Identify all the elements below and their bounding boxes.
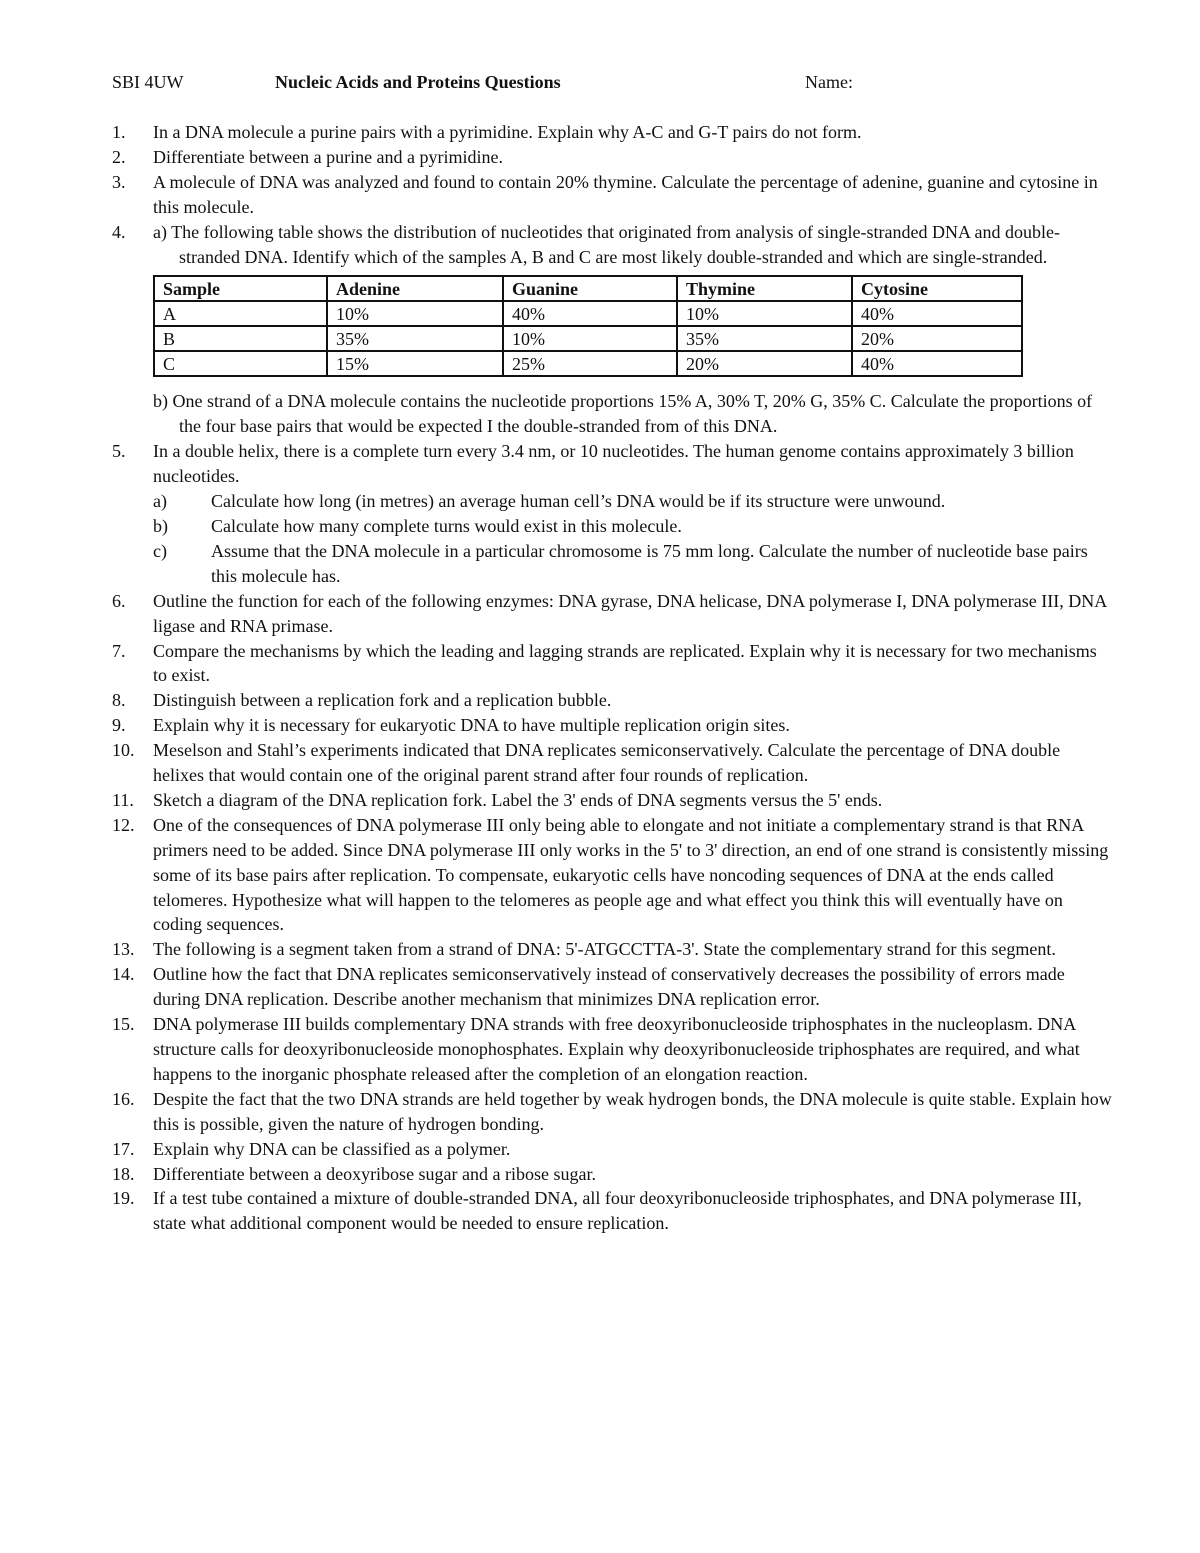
table-cell: 35%: [677, 326, 852, 351]
table-row: [154, 301, 1022, 326]
question-number: 1.: [112, 122, 126, 142]
question-number: 11.: [112, 789, 134, 810]
name-label: Name:: [805, 72, 853, 92]
question-text: Differentiate between a purine and a pyrimidine.: [153, 146, 504, 167]
question-text: DNA polymerase III builds complementary DNA strands with free deoxyribonucleoside triphosphates in the nucleoplasm. DNA structure calls for deoxyribonucleoside monophosphates. Explain why deoxyribonucleoside triphosphates are required, and what happens to the inorganic phosphate released after the completion of an elongation reaction.: [153, 1014, 1080, 1084]
question-text: Meselson and Stahl’s experiments indicated that DNA replicates semiconservatively. Calculate the percentage of DNA double helixes that would contain one of the original parent strand after four rounds of replication.: [153, 740, 1061, 786]
question-text: Explain why DNA can be classified as a polymer.: [153, 1138, 511, 1159]
question-number: 7.: [112, 640, 126, 661]
question-19: [112, 1186, 1112, 1236]
sub-question-letter: c): [153, 540, 167, 561]
question-4: [112, 220, 1112, 440]
table-cell: 40%: [503, 301, 677, 326]
question-4-part-b: b) One strand of a DNA molecule contains the nucleotide proportions 15% A, 30% T, 20% G, 35% C. Calculate the proportions of the four base pairs that would be expected I the double-stranded from of this DNA.: [153, 391, 1093, 437]
table-row: [154, 351, 1022, 376]
table-cell: A: [154, 301, 327, 326]
sub-question-text: Calculate how long (in metres) an average human cell’s DNA would be if its structure were unwound.: [211, 491, 946, 512]
table-cell: 15%: [327, 351, 503, 376]
question-2: [112, 145, 1112, 170]
question-number: 5.: [112, 441, 126, 462]
question-number: 3.: [112, 171, 126, 192]
question-number: 2.: [112, 146, 126, 167]
question-5: [112, 439, 1112, 588]
header-sample: Sample: [154, 276, 327, 301]
question-text: In a DNA molecule a purine pairs with a pyrimidine. Explain why A-C and G-T pairs do not form.: [153, 122, 862, 142]
question-text: In a double helix, there is a complete turn every 3.4 nm, or 10 nucleotides. The human genome contains approximately 3 billion nucleotides.: [153, 441, 1074, 487]
question-text: Compare the mechanisms by which the leading and lagging strands are replicated. Explain why it is necessary for two mechanisms to exist.: [153, 640, 1097, 686]
question-number: 12.: [112, 814, 135, 835]
question-9: [112, 713, 1112, 738]
header-thymine: Thymine: [677, 276, 852, 301]
table-cell: B: [154, 326, 327, 351]
question-number: 13.: [112, 939, 135, 960]
question-number: 17.: [112, 1138, 135, 1159]
question-text: The following is a segment taken from a strand of DNA: 5'-ATGCCTTA-3'. State the complementary strand for this segment.: [153, 939, 1056, 960]
question-text: One of the consequences of DNA polymerase III only being able to elongate and not initiate a complementary strand is that RNA primers need to be added. Since DNA polymerase III only works in the 5' to 3' direction, an end of one strand is consistently missing some of its base pairs after replication. To compensate, eukaryotic cells have noncoding sequences of DNA at the ends called telomeres. Hypothesize what will happen to the telomeres as people age and what effect you think this will eventually have on coding sequences.: [153, 814, 1109, 935]
question-15: [112, 1012, 1112, 1087]
question-1: [112, 120, 1112, 145]
question-4-part-a: a) The following table shows the distribution of nucleotides that originated from analysis of single-stranded DNA and double-stranded DNA. Identify which of the samples A, B and C are most likely double-stranded and which are single-stranded.: [153, 221, 1060, 267]
question-number: 10.: [112, 740, 135, 761]
question-14: [112, 962, 1112, 1012]
question-list: [112, 120, 1112, 1236]
question-number: 18.: [112, 1163, 135, 1184]
question-11: [112, 788, 1112, 813]
question-text: Despite the fact that the two DNA strands are held together by weak hydrogen bonds, the DNA molecule is quite stable. Explain how this is possible, given the nature of hydrogen bonding.: [153, 1088, 1112, 1134]
question-text: Sketch a diagram of the DNA replication fork. Label the 3' ends of DNA segments versus the 5' ends.: [153, 789, 883, 810]
header-cytosine: Cytosine: [852, 276, 1022, 301]
header-adenine: Adenine: [327, 276, 503, 301]
sub-question-text: Calculate how many complete turns would exist in this molecule.: [211, 515, 682, 536]
question-text: Outline the function for each of the following enzymes: DNA gyrase, DNA helicase, DNA polymerase I, DNA polymerase III, DNA ligase and RNA primase.: [153, 590, 1107, 636]
question-number: 4.: [112, 221, 126, 242]
question-text: A molecule of DNA was analyzed and found to contain 20% thymine. Calculate the percentage of adenine, guanine and cytosine in this molecule.: [153, 171, 1098, 217]
table-row: [154, 326, 1022, 351]
question-text: Distinguish between a replication fork and a replication bubble.: [153, 690, 612, 711]
sub-question-a: [153, 489, 1112, 514]
question-number: 14.: [112, 964, 135, 985]
header-guanine: Guanine: [503, 276, 677, 301]
table-cell: 10%: [327, 301, 503, 326]
worksheet-header: [112, 72, 1112, 98]
question-text: Differentiate between a deoxyribose sugar and a ribose sugar.: [153, 1163, 597, 1184]
question-number: 9.: [112, 715, 126, 736]
nucleotide-distribution-table: [153, 275, 1023, 377]
question-18: [112, 1162, 1112, 1187]
worksheet-title: Nucleic Acids and Proteins Questions: [275, 72, 561, 92]
table-cell: 10%: [677, 301, 852, 326]
question-text: Explain why it is necessary for eukaryotic DNA to have multiple replication origin sites.: [153, 715, 790, 736]
sub-question-b: [153, 514, 1112, 539]
table-cell: 35%: [327, 326, 503, 351]
table-cell: 20%: [677, 351, 852, 376]
table-cell: 10%: [503, 326, 677, 351]
question-number: 16.: [112, 1088, 135, 1109]
table-header-row: [154, 276, 1022, 301]
sub-question-c: [153, 539, 1112, 589]
table-cell: 40%: [852, 351, 1022, 376]
sub-question-letter: b): [153, 515, 168, 536]
sub-question-text: Assume that the DNA molecule in a particular chromosome is 75 mm long. Calculate the number of nucleotide base pairs this molecule has.: [211, 540, 1088, 586]
question-number: 6.: [112, 590, 126, 611]
question-8: [112, 688, 1112, 713]
question-number: 19.: [112, 1188, 135, 1209]
table-cell: 25%: [503, 351, 677, 376]
question-16: [112, 1087, 1112, 1137]
question-6: [112, 589, 1112, 639]
question-text: If a test tube contained a mixture of double-stranded DNA, all four deoxyribonucleoside triphosphates, and DNA polymerase III, state what additional component would be needed to ensure replication.: [153, 1188, 1082, 1234]
table-cell: 40%: [852, 301, 1022, 326]
question-number: 15.: [112, 1014, 135, 1035]
question-12: [112, 813, 1112, 938]
question-7: [112, 639, 1112, 689]
question-17: [112, 1137, 1112, 1162]
question-number: 8.: [112, 690, 126, 711]
question-13: [112, 937, 1112, 962]
question-10: [112, 738, 1112, 788]
question-text: Outline how the fact that DNA replicates semiconservatively instead of conservatively decreases the possibility of errors made during DNA replication. Describe another mechanism that minimizes DNA replication error.: [153, 964, 1065, 1010]
course-code: SBI 4UW: [112, 72, 184, 92]
table-cell: C: [154, 351, 327, 376]
table-cell: 20%: [852, 326, 1022, 351]
sub-question-letter: a): [153, 491, 167, 512]
question-3: [112, 170, 1112, 220]
